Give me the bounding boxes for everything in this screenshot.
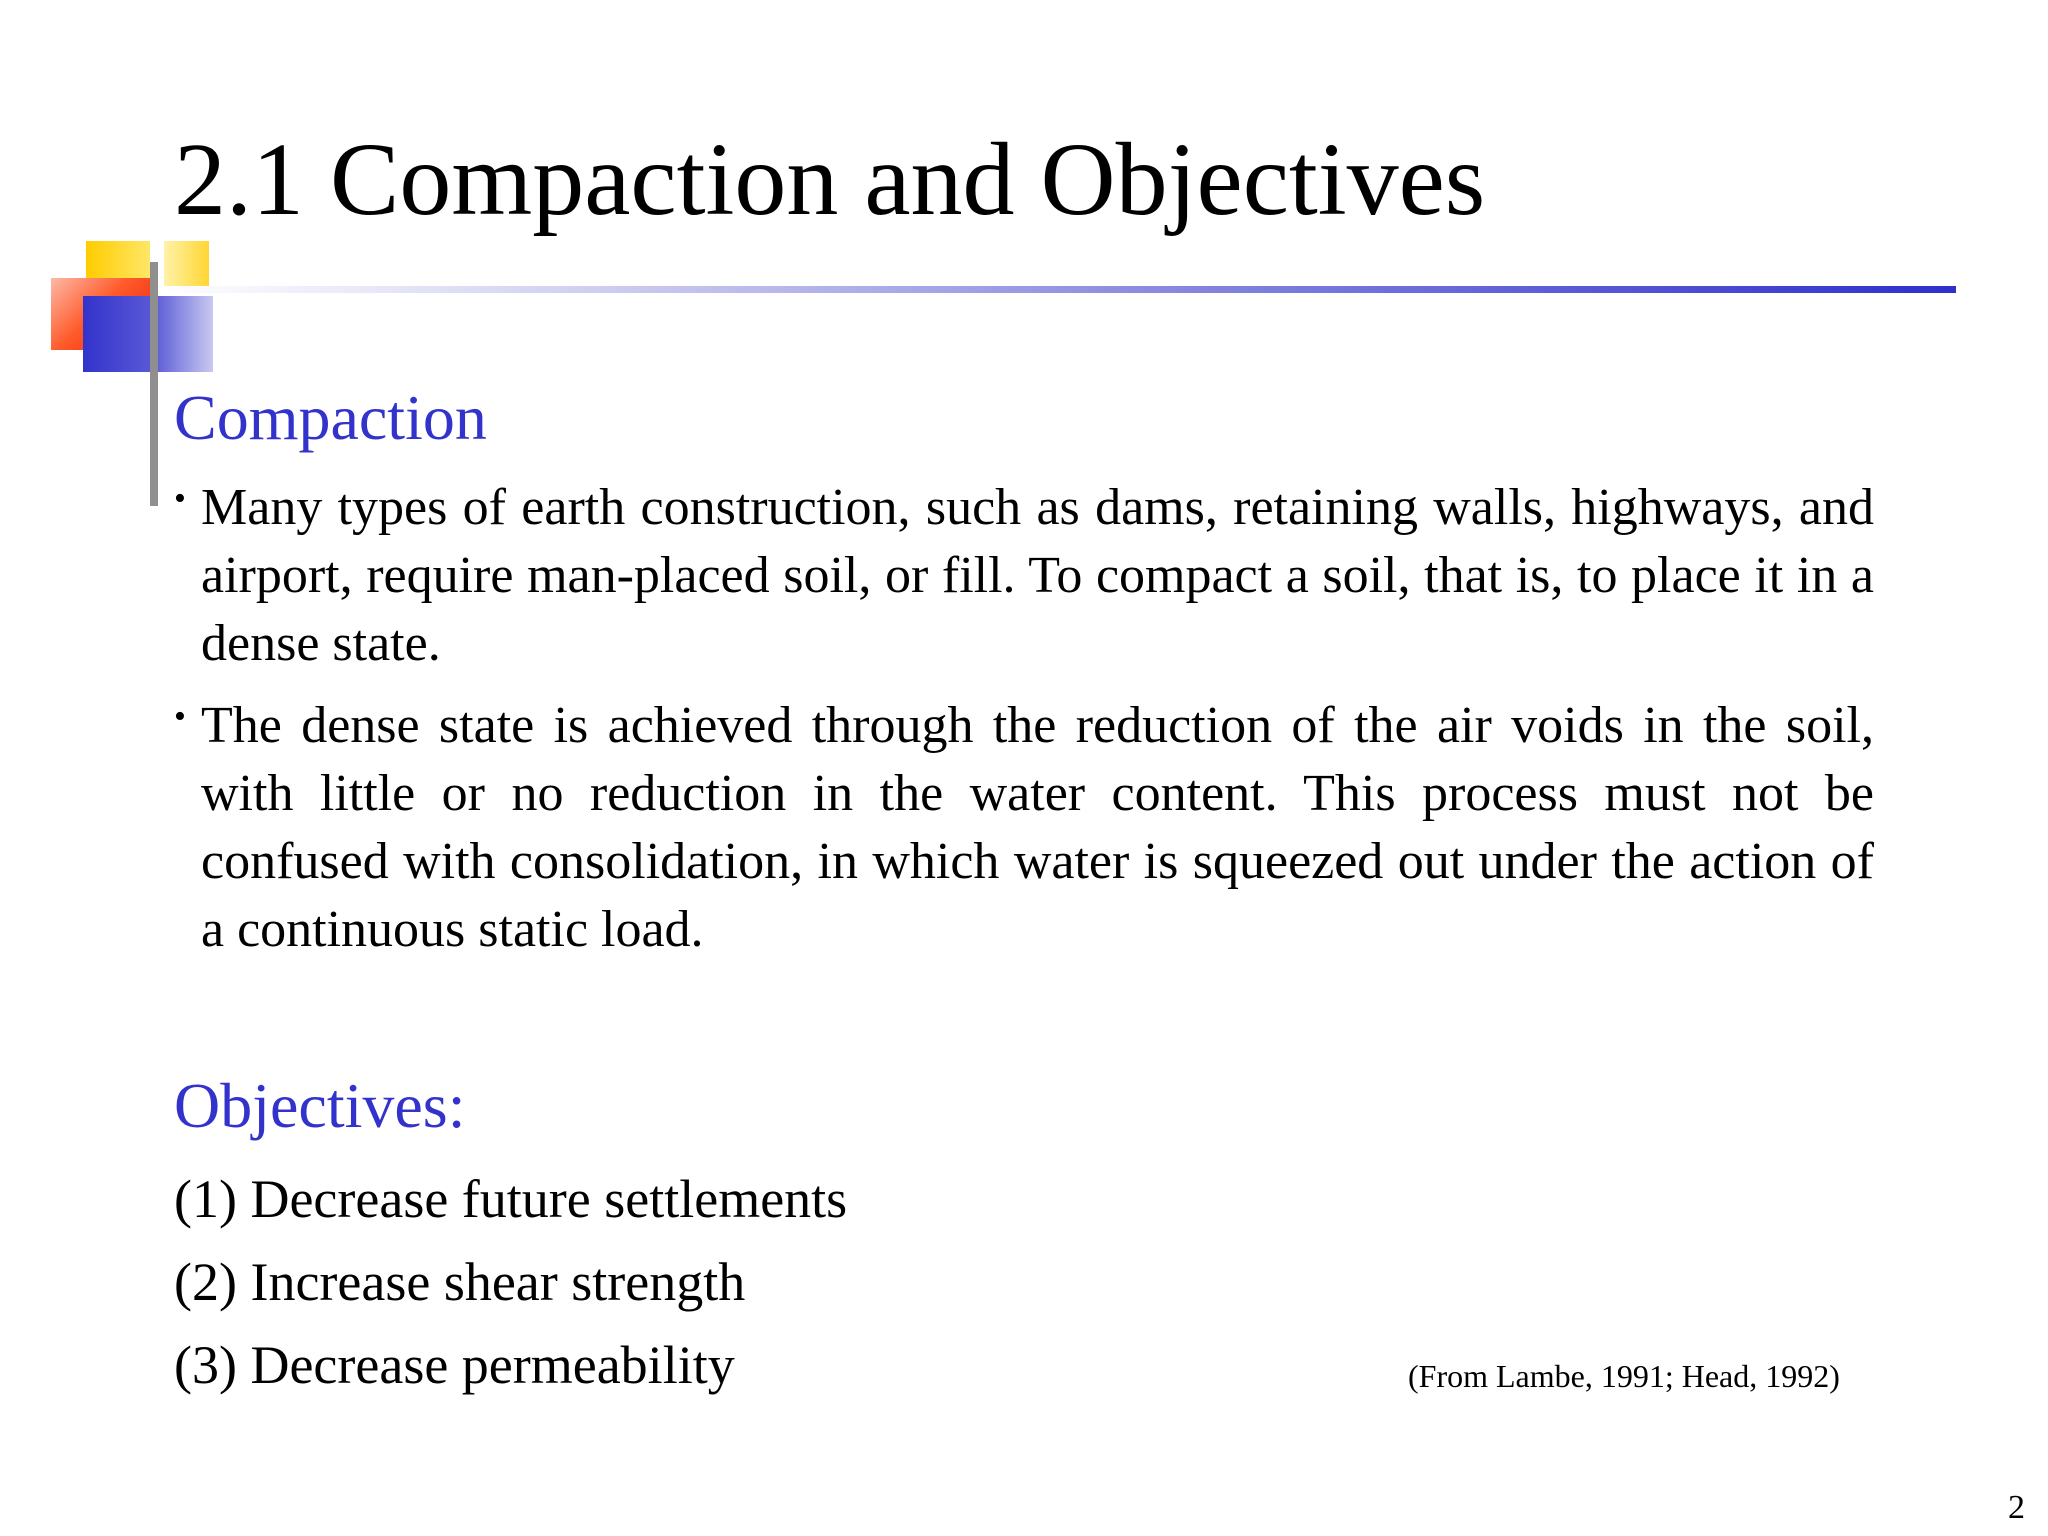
objective-item: (2) Increase shear strength — [174, 1252, 746, 1312]
compaction-heading: Compaction — [174, 382, 487, 453]
page-number: 2 — [2008, 1489, 2025, 1526]
bullet-text: Many types of earth construction, such as dams, retaining walls, highways, and airport, require man-placed soil, or fill. To compact a soil, that is, to place it in a dense state. — [201, 479, 1874, 672]
decorative-blue-square — [83, 296, 213, 372]
objective-item: (1) Decrease future settlements — [174, 1169, 848, 1229]
decorative-yellow-square-small — [164, 241, 209, 286]
bullet-item — [174, 474, 1874, 678]
objectives-heading: Objectives: — [174, 1070, 466, 1141]
title-underline-rule — [160, 286, 1956, 293]
objectives-list — [174, 1158, 847, 1407]
bullet-text: The dense state is achieved through the reduction of the air voids in the soil, with little or no reduction in the water content. This process must not be confused with consolidation, in which water is squeezed out under the action of a continuous static load. — [201, 697, 1874, 958]
objective-item: (3) Decrease permeability — [174, 1335, 735, 1395]
slide-title: 2.1 Compaction and Objectives — [174, 122, 1486, 237]
bullet-icon: • — [174, 698, 186, 735]
compaction-bullet-list — [174, 474, 1874, 978]
source-citation: (From Lambe, 1991; Head, 1992) — [1408, 1358, 1840, 1394]
bullet-item — [174, 692, 1874, 964]
decorative-vertical-rule — [150, 262, 158, 506]
bullet-icon: • — [174, 480, 186, 517]
